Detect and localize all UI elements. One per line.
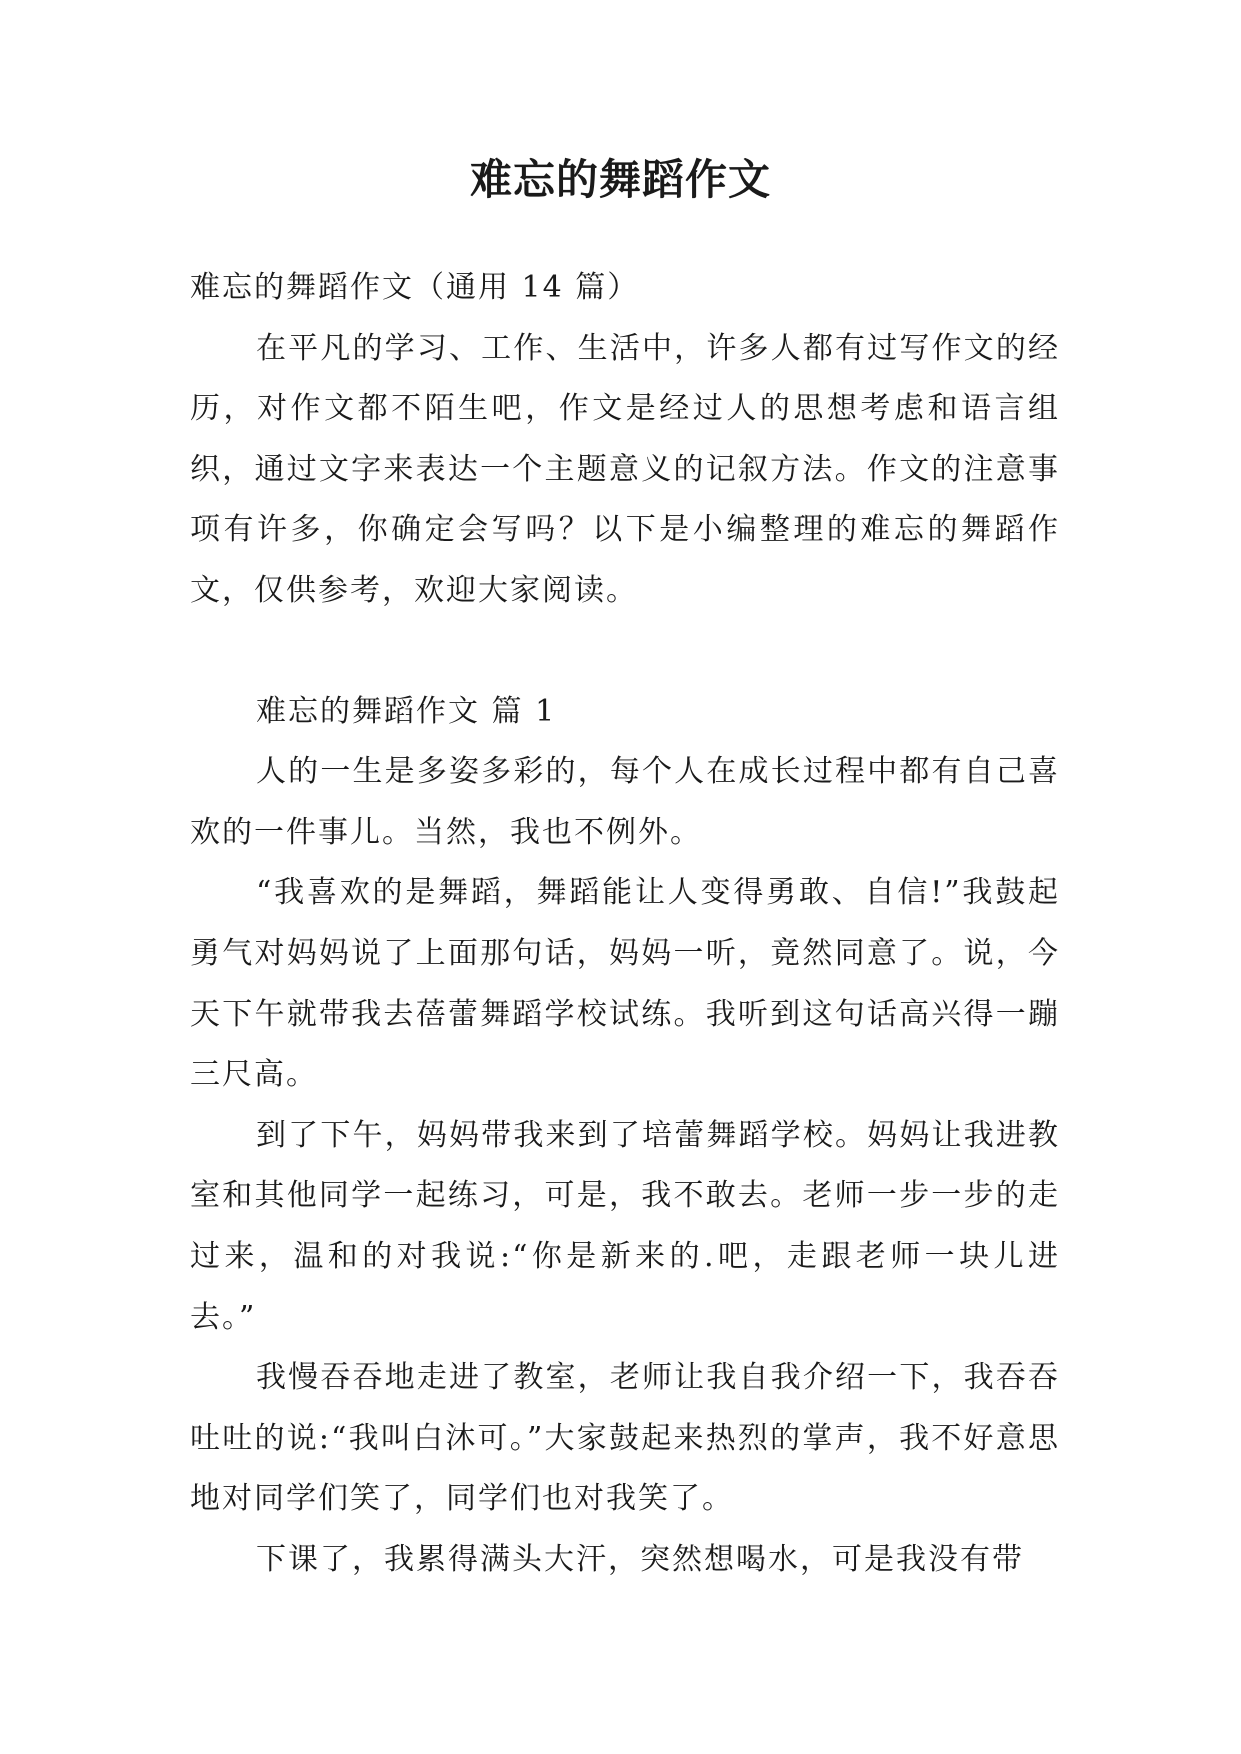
document-subtitle: 难忘的舞蹈作文（通用 14 篇） [190,270,640,305]
document-title: 难忘的舞蹈作文 [469,155,771,204]
document-body [190,258,1060,1590]
section-spacer [190,622,1060,682]
body-paragraph: “我喜欢的是舞蹈，舞蹈能让人变得勇敢、自信!”我鼓起勇气对妈妈说了上面那句话，妈妈一听，竟然同意了。说，今天下午就带我去蓓蕾舞蹈学校试练。我听到这句话高兴得一蹦三尺高。 [190,875,1060,1093]
body-paragraph: 到了下午，妈妈带我来到了培蕾舞蹈学校。妈妈让我进教室和其他同学一起练习，可是，我不敢去。老师一步一步的走过来，温和的对我说:“你是新来的.吧，走跟老师一块儿进去。” [190,1117,1060,1335]
section-heading: 难忘的舞蹈作文 篇 1 [256,693,557,729]
body-paragraph: 我慢吞吞地走进了教室，老师让我自我介绍一下，我吞吞吐吐的说:“我叫白沐可。”大家鼓起来热烈的掌声，我不好意思地对同学们笑了，同学们也对我笑了。 [190,1360,1060,1517]
body-paragraph: 人的一生是多姿多彩的，每个人在成长过程中都有自己喜欢的一件事儿。当然，我也不例外。 [190,754,1060,850]
body-paragraph: 下课了，我累得满头大汗，突然想喝水，可是我没有带 [256,1541,1024,1577]
intro-paragraph: 在平凡的学习、工作、生活中，许多人都有过写作文的经历，对作文都不陌生吧，作文是经过人的思想考虑和语言组织，通过文字来表达一个主题意义的记叙方法。作文的注意事项有许多，你确定会写吗？以下是小编整理的难忘的舞蹈作文，仅供参考，欢迎大家阅读。 [190,330,1060,608]
